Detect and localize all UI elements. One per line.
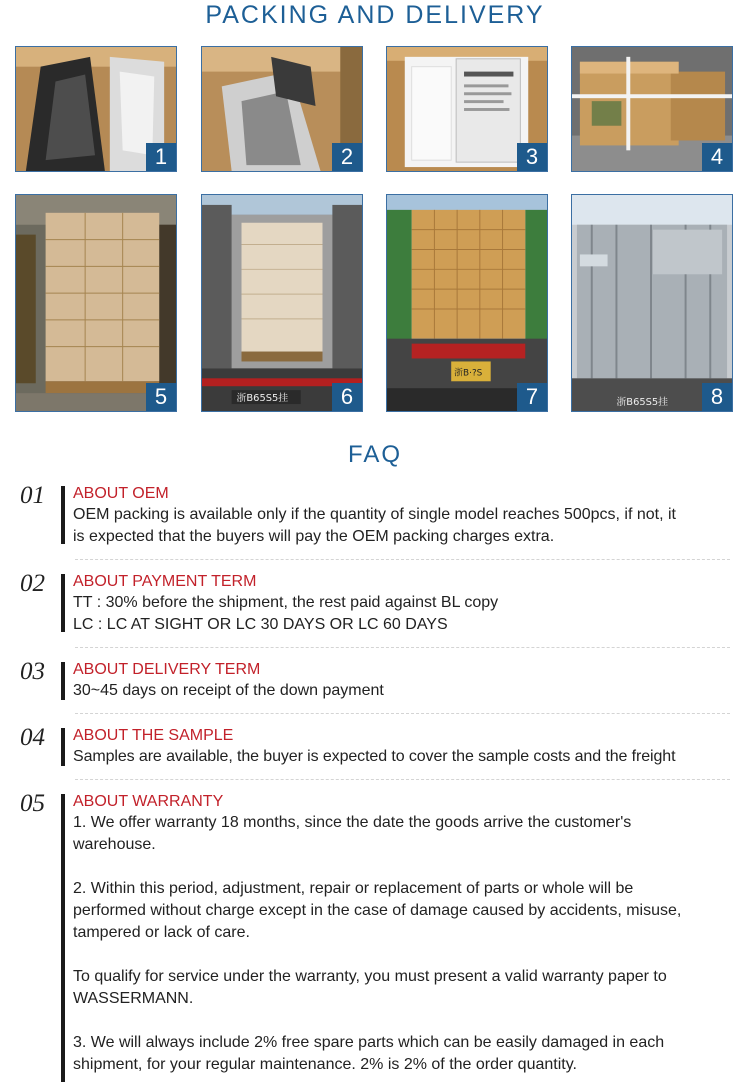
faq-accent-bar	[61, 794, 65, 1082]
packing-photo-7	[386, 194, 548, 412]
faq-number: 03	[20, 658, 45, 685]
faq-heading: ABOUT WARRANTY	[73, 793, 224, 810]
faq-text-line: To qualify for service under the warranty, you must present a valid warranty paper to	[73, 968, 667, 985]
faq-divider	[75, 779, 730, 780]
faq-heading: ABOUT OEM	[73, 485, 169, 502]
faq-text-line: warehouse.	[73, 836, 156, 853]
faq-heading: ABOUT PAYMENT TERM	[73, 573, 257, 590]
packing-photo-8	[571, 194, 733, 412]
photo-number-badge: 6	[332, 383, 362, 411]
photo-number-badge: 5	[146, 383, 176, 411]
faq-content	[73, 726, 743, 768]
faq-divider	[75, 713, 730, 714]
faq-text-line: WASSERMANN.	[73, 990, 194, 1007]
faq-text-line: LC : LC AT SIGHT OR LC 30 DAYS OR LC 60 DAYS	[73, 616, 448, 633]
truck-plate: 浙B65S5挂	[616, 397, 669, 409]
packing-photo-6	[201, 194, 363, 412]
faq-text-line: Samples are available, the buyer is expected to cover the sample costs and the freight	[73, 748, 676, 765]
sealed-container-photo	[572, 195, 732, 411]
faq-text-line: 3. We will always include 2% free spare parts which can be easily damaged in each	[73, 1034, 665, 1051]
faq-text-line: OEM packing is available only if the quantity of single model reaches 500pcs, if not, it	[73, 506, 676, 523]
faq-number: 01	[20, 482, 45, 509]
photo-number-badge: 8	[702, 383, 732, 411]
warranty-paragraph-1	[73, 812, 743, 856]
faq-text-line: performed without charge except in the case of damage caused by accidents, misuse,	[73, 902, 682, 919]
faq-accent-bar	[61, 728, 65, 766]
photo-number-badge: 1	[146, 143, 176, 171]
faq-number: 05	[20, 790, 45, 817]
faq-heading: ABOUT DELIVERY TERM	[73, 661, 261, 678]
faq-accent-bar	[61, 486, 65, 544]
faq-text-line: shipment, for your regular maintenance. 2% is 2% of the order quantity.	[73, 1056, 577, 1073]
truck-loading-photo	[202, 195, 362, 411]
packing-title: PACKING AND DELIVERY	[205, 1, 545, 29]
faq-text-line: is expected that the buyers will pay the OEM packing charges extra.	[73, 528, 555, 545]
faq-text-line: 30~45 days on receipt of the down payment	[73, 682, 384, 699]
faq-text-line: tampered or lack of care.	[73, 924, 250, 941]
faq-number: 02	[20, 570, 45, 597]
truck-plate: 浙B65S5挂	[236, 393, 289, 405]
faq-content	[73, 792, 743, 1076]
packing-photo-5	[15, 194, 177, 412]
faq-text-line: TT : 30% before the shipment, the rest paid against BL copy	[73, 594, 499, 611]
truck-plate: 浙B·?S	[454, 368, 483, 379]
faq-text-line: 1. We offer warranty 18 months, since the date the goods arrive the customer's	[73, 814, 632, 831]
packing-photo-4	[571, 46, 733, 172]
photo-number-badge: 4	[702, 143, 732, 171]
faq-accent-bar	[61, 574, 65, 632]
warranty-paragraph-3	[73, 966, 743, 1010]
faq-divider	[75, 647, 730, 648]
faq-content	[73, 484, 743, 548]
photo-number-badge: 2	[332, 143, 362, 171]
warranty-paragraph-4	[73, 1032, 743, 1076]
faq-title: FAQ	[347, 441, 402, 468]
faq-content	[73, 660, 743, 702]
photo-number-badge: 3	[517, 143, 547, 171]
faq-accent-bar	[61, 662, 65, 700]
warranty-paragraph-2	[73, 878, 743, 944]
faq-text-line: 2. Within this period, adjustment, repair or replacement of parts or whole will be	[73, 880, 634, 897]
packing-photo-3	[386, 46, 548, 172]
faq-heading: ABOUT THE SAMPLE	[73, 727, 234, 744]
faq-content	[73, 572, 743, 636]
packing-photo-2	[201, 46, 363, 172]
faq-divider	[75, 559, 730, 560]
faq-number: 04	[20, 724, 45, 751]
wrapped-pallet-photo	[16, 195, 176, 411]
packing-photo-1	[15, 46, 177, 172]
photo-number-badge: 7	[517, 383, 547, 411]
container-loaded-photo	[387, 195, 547, 411]
